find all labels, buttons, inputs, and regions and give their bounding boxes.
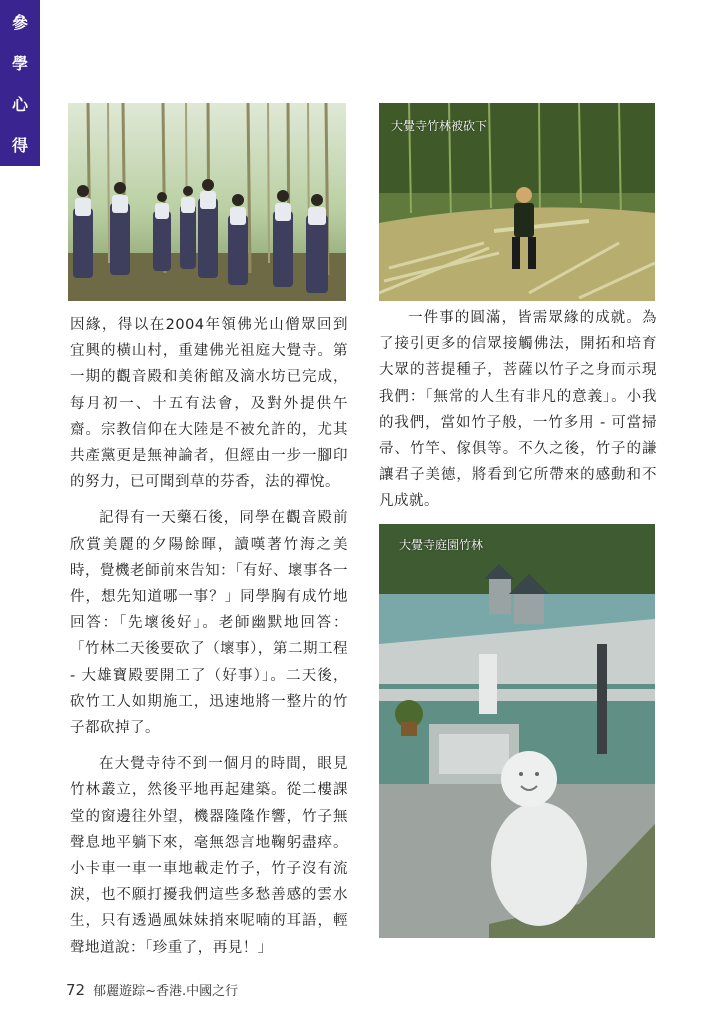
section-tab-char: 參 (11, 13, 28, 32)
section-tab (0, 0, 40, 166)
body-paragraph: 記得有一天藥石後，同學在觀音殿前欣賞美麗的夕陽餘暉，讀嘆著竹海之美時，覺機老師前來告知：「有好、壞事各一件，想先知道哪一事？」同學胸有成竹地回答：「先壞後好」。老師幽默地回答：「竹林二天後要砍了（壞事），第二期工程 - 大雄寶殿要開工了（好事）」。二天後，砍竹工人如期施工，迅速地將一整片的竹子都砍掉了。 (70, 510, 348, 737)
body-paragraph: 因緣，得以在2004年領佛光山僧眾回到宜興的橫山村，重建佛光祖庭大覺寺。第一期的觀音殿和美術館及滴水坊已完成，每月初一、十五有法會，及對外提供午齋。宗教信仰在大陸是不被允許的，尤其共產黨更是無神論者，但經由一步一腳印的努力，已可聞到草的芬香，法的禪悅。 (70, 317, 348, 491)
body-paragraph: 一件事的圓滿，皆需眾緣的成就。為了接引更多的信眾接觸佛法，開拓和培育大眾的菩提種子，菩薩以竹子之身而示現我們：「無常的人生有非凡的意義」。小我的我們，當如竹子般，一竹多用 - 可當掃帚、竹竿、傢俱等。不久之後，竹子的謙讓君子美德，將看到它所帶來的感動和不凡成就。 (379, 310, 657, 510)
body-paragraph: 在大覺寺待不到一個月的時間，眼見竹林叢立，然後平地再起建築。從二樓課堂的窗邊往外望，機器隆隆作響，竹子無聲息地平躺下來，毫無怨言地鞠躬盡瘁。小卡車一車一車地載走竹子，竹子沒有流淚，也不願打擾我們這些多愁善感的雲水生，只有透過風妹妹捎來呢喃的耳語，輕聲地道說：「珍重了，再見！」 (70, 756, 348, 956)
section-tab-char: 心 (11, 95, 28, 114)
garden-photo (379, 524, 655, 938)
photo-caption: 大覺寺竹林被砍下 (391, 119, 488, 133)
page-footer (66, 980, 238, 999)
page-number: 72 (66, 981, 86, 999)
publication-title: 郁麗遊踪~香港.中國之行 (93, 984, 239, 999)
group-photo-bamboo-forest (68, 103, 346, 301)
section-tab-char: 得 (11, 136, 28, 155)
photo-caption: 大覺寺庭園竹林 (399, 538, 484, 552)
left-text-column (70, 312, 348, 971)
section-tab-char: 學 (11, 54, 28, 73)
right-text-column (379, 305, 657, 525)
bamboo-cut-photo (379, 103, 655, 301)
